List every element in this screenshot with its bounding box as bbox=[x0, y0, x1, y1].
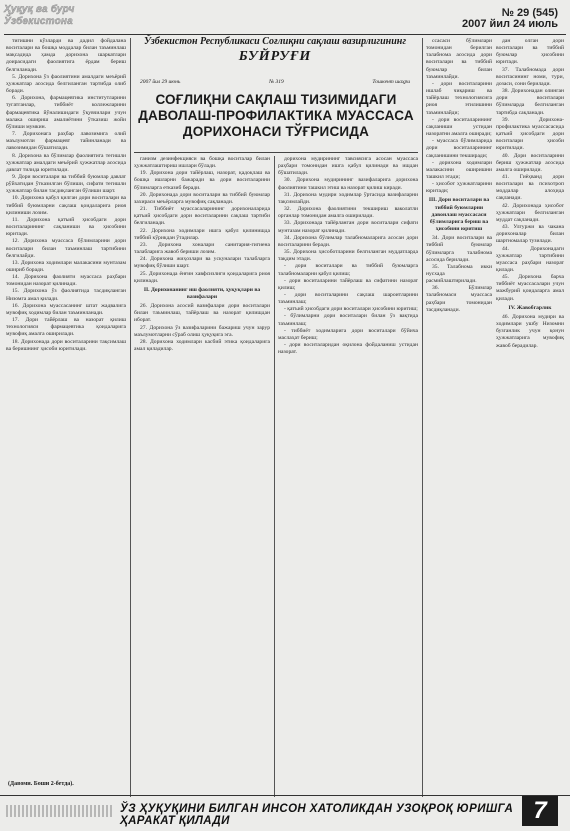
paragraph: 6. Дорихона, фармацевтика институтларини тугатганлар, тиббиёт коллежларини фармацевтика йўналишидаги ўқувчилари учун малака ошириш амалиётини ўтказиш жойи бўлиши мумкин. bbox=[6, 95, 126, 130]
paragraph: 24. Дорихона жиҳозлари ва ускуналари талабларга мувофиқ бўлиши шарт. bbox=[134, 256, 270, 270]
paragraph: 27. Дорихона ўз вазифаларини бажариш учун зарур маълумотларни сўраб олиш ҳуқуқига эга. bbox=[134, 324, 270, 338]
paragraph: 15. Дорихона ўз фаолиятида тасдиқланган Низомга амал қилади. bbox=[6, 288, 126, 302]
order-header bbox=[132, 36, 418, 65]
footer-banner bbox=[0, 795, 570, 827]
top-rule bbox=[4, 34, 566, 35]
paragraph: ссасаси бўлимлари томонидан берилган талабнома асосида дори воситалари ва тиббий буюмлар билан таъминлайди. bbox=[426, 38, 492, 80]
paragraph: 8. Дорихона ва бўлимлар фаолиятига тегишли ҳужжатлар амалдаги меъёрий ҳужжатлар асосида давлат тилида юритилади. bbox=[6, 152, 126, 173]
paragraph: 28. Дорихона ходимлари касбий этика қоидаларига амал қиладилар. bbox=[134, 338, 270, 353]
order-title: БУЙРУҒИ bbox=[238, 49, 312, 64]
paragraph: 26. Дорихона асосий вазифалари дори воситалари билан таъминлаш, тайёрлаш ва назорат қилишдан иборат. bbox=[134, 303, 270, 324]
paragraph: дан олган дори воситалари ва тиббий буюмлар ҳисобини юритади. bbox=[496, 38, 564, 66]
paragraph: - дори воситаларидан оқилона фойдаланиш устидан назорат. bbox=[278, 342, 418, 356]
article-headline: СОҒЛИҚНИ САҚЛАШ ТИЗИМИДАГИ ДАВОЛАШ-ПРОФИЛАКТИКА МУАССАСА ДОРИХОНАСИ ТЎҒРИСИДА bbox=[138, 92, 414, 139]
paragraph: - муассаса бўлимларида дори воситаларининг сақланишини текширади; bbox=[426, 138, 492, 159]
order-date: 2007 йил 29 июнь bbox=[140, 79, 181, 85]
paragraph: 16. Дорихона муассасанинг штат жадвалига мувофиқ ходимлар билан таъминланади. bbox=[6, 302, 126, 316]
text-column-4 bbox=[426, 38, 492, 792]
paragraph: - бўлимларни дори воситалари билан ўз вақтида таъминлаш; bbox=[278, 313, 418, 327]
paragraph: дорихона мудирининг тавсиясига асосан муассаса раҳбари томонидан ишга қабул қилинади ва ишдан бўшатилади. bbox=[278, 156, 418, 177]
footer-stripes bbox=[6, 805, 114, 817]
column-divider bbox=[422, 38, 423, 797]
paragraph: 36. Бўлимлар талабномаси муассаса раҳбари томонидан тасдиқланади. bbox=[426, 285, 492, 313]
paragraph: - тиббиёт ходимларига дори воситалари бўйича маслаҳат бериш; bbox=[278, 327, 418, 341]
paragraph: 7. Дорихонага раҳбар лавозимига олий маълумотли фармацевт тайинланади ва лавозимидан бўшатилади. bbox=[6, 131, 126, 152]
paragraph: II. Дорихонанинг иш фаолияти, ҳуқуқлари ва вазифалари bbox=[143, 286, 261, 300]
paragraph: 42. Дорихонада ҳисобот ҳужжатлари белгиланган муддат сақланади. bbox=[496, 202, 564, 223]
paragraph: - дори воситаларини сақлаш шароитларини таъминлаш; bbox=[278, 291, 418, 306]
paragraph: - дори воситаларини тайёрлаш ва сифатини назорат қилиш; bbox=[278, 277, 418, 291]
paragraph: 45. Дорихона барча тиббиёт муассасалари учун мажбурий қоидаларга амал қилади. bbox=[496, 274, 564, 302]
text-column-3 bbox=[278, 156, 418, 792]
issue-date: 2007 йил 24 июль bbox=[461, 18, 558, 30]
paragraph: - ҳисобот ҳужжатларини юритади; bbox=[426, 181, 492, 195]
paragraph: ганизм дезинфекцияси ва бошқа воситалар билан ҳужжатлаштириш ишлари бўлади. bbox=[134, 156, 270, 170]
order-meta bbox=[140, 79, 410, 85]
paragraph: 35. Талабнома икки нусхада расмийлаштирилади. bbox=[426, 263, 492, 285]
column-divider bbox=[130, 38, 131, 797]
paragraph: 46. Дорихона мудири ва ходимлари ушбу Низомни бузганлик учун қонун ҳужжатларига мувофиқ жавоб берадилар. bbox=[496, 313, 564, 349]
masthead-line1: Ҳуқуқ ва бурч bbox=[4, 4, 75, 15]
paragraph: 12. Дорихона муассаса бўлимларини дори воситалари билан таъминлаш тартибини белгилайди. bbox=[6, 238, 126, 259]
paragraph: 13. Дорихона ходимлари малакасини мунтазам ошириб боради. bbox=[6, 259, 126, 273]
paragraph: 9. Дори воситалари ва тиббий буюмлар давлат рўйхатидан ўтказилган бўлиши, сифати тегишли ҳужжатлар билан тасдиқланган бўлиши шарт. bbox=[6, 173, 126, 195]
paragraph: 44. Дорихонадаги ҳужжатлар тартибини муассаса раҳбари назорат қилади. bbox=[496, 245, 564, 273]
paragraph: IV. Жавобгарлик bbox=[508, 304, 552, 311]
paragraph: 38. Дорихонадан олинган дори воситалари бўлимларда белгиланган тартибда сақланади. bbox=[496, 88, 564, 116]
paragraph: 25. Дорихонада ёнғин хавфсизлиги қоидаларига риоя қилинади. bbox=[134, 270, 270, 284]
masthead-logo bbox=[4, 4, 126, 32]
footer-rule bbox=[0, 795, 570, 796]
paragraph: 14. Дорихона фаолияти муассаса раҳбари томонидан назорат қилинади. bbox=[6, 274, 126, 288]
paragraph: - дори воситаларининг сақланиши устидан назоратни амалга оширади; bbox=[426, 116, 492, 138]
paragraph: - дорихона ходимлари малакасини оширишни ташкил этади; bbox=[426, 159, 492, 180]
paragraph: 32. Дорихона фаолиятини текшириш ваколатли органлар томонидан амалга оширилади. bbox=[278, 206, 418, 220]
text-column-2 bbox=[134, 156, 270, 792]
paragraph: 22. Дорихона ходимлари ишга қабул қилинишда тиббий кўрикдан ўтадилар. bbox=[134, 227, 270, 241]
order-number: № 319 bbox=[269, 79, 284, 85]
paragraph: 34. Дори воситалари ва тиббий буюмлар бўлимларга талабнома асосида берилади. bbox=[426, 235, 492, 263]
paragraph: 35. Дорихона ҳисоботларини белгиланган муддатларда тақдим этади. bbox=[278, 249, 418, 263]
paragraph: 10. Дорихона қабул қилган дори воситалари ва тиббий буюмларни сақлаш қоидаларига риоя қилиниши лозим. bbox=[6, 195, 126, 216]
footer-slogan: ЎЗ ҲУҚУҚИНИ БИЛГАН ИНСОН ХАТОЛИКДАН УЗОҚРОҚ ЮРИШГА ҲАРАКАТ ҚИЛАДИ bbox=[120, 803, 514, 827]
paragraph: - қатъий ҳисобдаги дори воситалари ҳисобини юритиш; bbox=[284, 306, 418, 313]
masthead-line2: Ўзбекистона bbox=[4, 16, 73, 27]
continuation-note: (Давоми. Боши 2-бетда). bbox=[8, 781, 74, 787]
paragraph: 31. Дорихона мудири ходимлар ўртасида вазифаларни тақсимлайди. bbox=[278, 191, 418, 205]
paragraph: 41. Гиёҳванд дори воситалари ва психотроп моддалар алоҳида сақланади. bbox=[496, 173, 564, 202]
paragraph: 39. Дорихона-профилактика муассасасида қатъий ҳисобдаги дори воситалари ҳисоби юритилади. bbox=[496, 116, 564, 152]
issue-number: № 29 (545) bbox=[501, 7, 558, 19]
order-city: Тошкент шаҳри bbox=[372, 79, 410, 85]
paragraph: 34. Дорихона бўлимлар талабномаларига асосан дори воситаларини беради. bbox=[278, 234, 418, 248]
paragraph: 21. Тиббиёт муассасаларининг дорихоналарида қатъий ҳисобдаги дори воситаларини сақлаш тартиби белгиланади. bbox=[134, 206, 270, 227]
column-divider bbox=[274, 156, 275, 797]
paragraph: 17. Дори тайёрлаш ва назорат қилиш технологияси фармацевтика қоидаларига мувофиқ амалга оширилади. bbox=[6, 317, 126, 338]
paragraph: - дори воситалари ва тиббий буюмларга талабномаларни қабул қилиш; bbox=[278, 263, 418, 277]
paragraph: 37. Талабномада дори воситасининг номи, тури, дозаси, сони берилади. bbox=[496, 66, 564, 87]
text-column-1 bbox=[6, 38, 126, 778]
paragraph: 33. Дорихонада тайёрланган дори воситалари сифати мунтазам назорат қилинади. bbox=[278, 220, 418, 234]
issue-info bbox=[462, 8, 558, 30]
page-number: 7 bbox=[522, 796, 558, 826]
paragraph: 11. Дорихона қатъий ҳисобдаги дори воситаларининг сақланиши ва ҳисобини юритади. bbox=[6, 216, 126, 238]
paragraph: - дори воситаларини ишлаб чиқариш ва тайёрлаш технологиясига риоя этилишини таъминлайди; bbox=[426, 80, 492, 116]
paragraph: 40. Дори воситаларини бериш ҳужжатлар асосида амалга оширилади. bbox=[496, 152, 564, 173]
text-column-5 bbox=[496, 38, 564, 792]
paragraph: 43. Улгуржи ва чакана дорихоналар билан шартномалар тузилади. bbox=[496, 224, 564, 245]
paragraph: 18. Дорихонада дори воситаларини тақсимлаш ва беришнинг ҳисоби юритилади. bbox=[6, 338, 126, 352]
headline-rule bbox=[134, 152, 418, 153]
paragraph: 5. Дорихона ўз фаолиятини амалдаги меъёрий ҳужжатлар асосида белгиланган тартибда олиб боради. bbox=[6, 73, 126, 95]
paragraph: III. Дори воситалари ва тиббий буюмларни давонлаш муассасаси бўлимларига бериш ва ҳисобини юритиш bbox=[428, 197, 490, 233]
ministry-name: Ўзбекистон Республикаси Соғлиқни сақлаш вазирлигининг bbox=[143, 36, 407, 47]
paragraph: 30. Дорихона мудирининг вазифаларига дорихона фаолиятини ташкил этиш ва назорат қилиш киради. bbox=[278, 177, 418, 191]
paragraph: тигишни кўзларди ва дадил фойдалана воситалари ва бошқа моддалар билан таъминлаш мақсадида ҳамда дорихона шаркатлари доирасидаги фаолиятига ёрдам бериш белгиланади. bbox=[6, 38, 126, 73]
paragraph: 20. Дорихонада дори воситалари ва тиббий буюмлар захираси меъёрларга мувофиқ сақланади. bbox=[134, 191, 270, 205]
paragraph: 19. Дорихона дори тайёрлаш, назорат, қадоқлаш ва бошқа ишларни бажаради ва дори воситаларини бўлимларга етказиб беради. bbox=[134, 170, 270, 191]
paragraph: 23. Дорихона хоналари санитария-гигиена талабларига жавоб бериши лозим. bbox=[134, 241, 270, 256]
